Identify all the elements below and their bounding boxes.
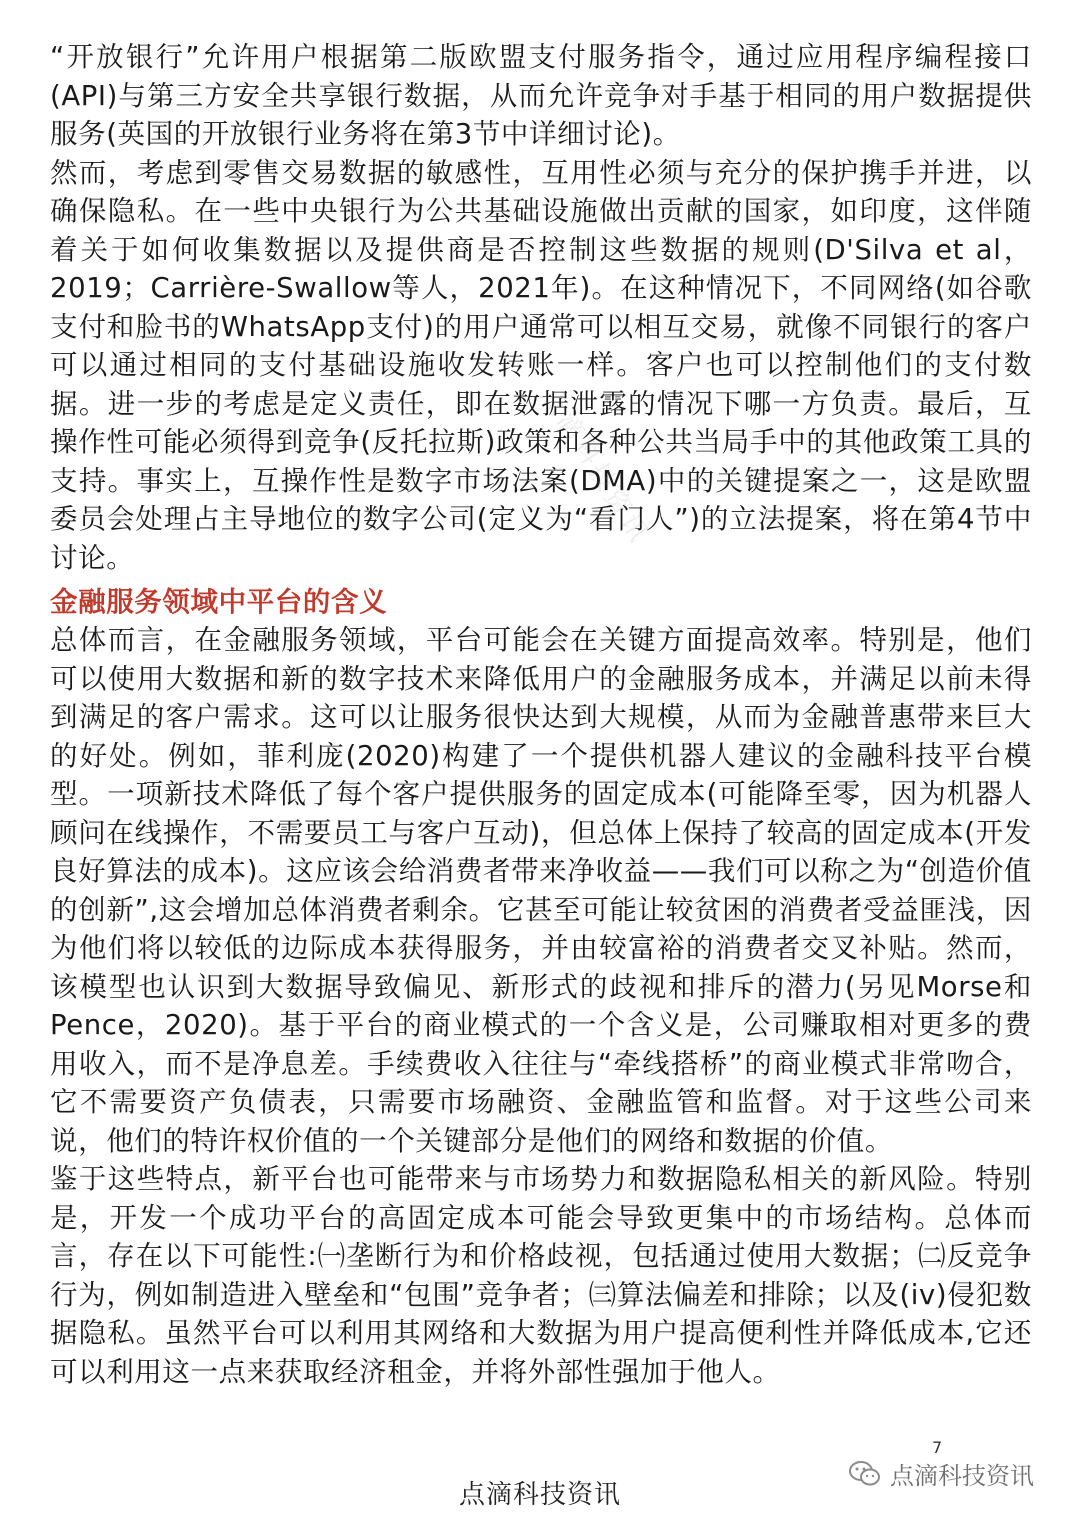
footer-title: 点滴科技资讯 [458, 1480, 621, 1510]
paragraph-platform-efficiency: 总体而言，在金融服务领域，平台可能会在关键方面提高效率。特别是，他们可以使用大数据和新的数字技术来降低用户的金融服务成本，并满足以前未得到满足的客户需求。这可以让服务很快达到大规模，从而为金融普惠带来巨大的好处。例如，菲利庞(2020)构建了一个提供机器人建议的金融科技平台模型。一项新技术降低了每个客户提供服务的固定成本(可能降至零，因为机器人顾问在线操作，不需要员工与客户互动)，但总体上保持了较高的固定成本(开发良好算法的成本)。这应该会给消费者带来净收益——我们可以称之为“创造价值的创新”,这会增加总体消费者剩余。它甚至可能让较贫困的消费者受益匪浅，因为他们将以较低的边际成本获得服务，并由较富裕的消费者交叉补贴。然而，该模型也认识到大数据导致偏见、新形式的歧视和排斥的潜力(另见Morse和Pence，2020)。基于平台的商业模式的一个含义是，公司赚取相对更多的费用收入，而不是净息差。手续费收入往往与“牵线搭桥”的商业模式非常吻合，它不需要资产负债表，只需要市场融资、金融监管和监督。对于这些公司来说，他们的特许权价值的一个关键部分是他们的网络和数据的价值。 [50, 624, 1032, 1157]
paragraph-interoperability: 然而，考虑到零售交易数据的敏感性，互用性必须与充分的保护携手并进，以确保隐私。在一些中央银行为公共基础设施做出贡献的国家，如印度，这伴随着关于如何收集数据以及提供商是否控制这些数据的规则(D'Silva et al，2019；Carrière-Swallow等人，2021年)。在这种情况下，不同网络(如谷歌支付和脸书的WhatsApp支付)的用户通常可以相互交易，就像不同银行的客户可以通过相同的支付基础设施收发转账一样。客户也可以控制他们的支付数据。进一步的考虑是定义责任，即在数据泄露的情况下哪一方负责。最后，互操作性可能必须得到竞争(反托拉斯)政策和各种公共当局手中的其他政策工具的支持。事实上，互操作性是数字市场法案(DMA)中的关键提案之一，这是欧盟委员会处理占主导地位的数字公司(定义为“看门人”)的立法提案，将在第4节中讨论。 [50, 156, 1032, 574]
page-number: 7 [932, 1438, 943, 1457]
document-body [50, 38, 1032, 1391]
section-heading: 金融服务领域中平台的含义 [50, 586, 388, 618]
watermark: 点滴科技资讯 [534, 381, 656, 551]
wechat-label: 点滴科技资讯 [890, 1462, 1034, 1490]
paragraph-platform-risks: 鉴于这些特点，新平台也可能带来与市场势力和数据隐私相关的新风险。特别是，开发一个成功平台的高固定成本可能会导致更集中的市场结构。总体而言，存在以下可能性:㈠垄断行为和价格歧视，包括通过使用大数据；㈡反竞争行为，例如制造进入壁垒和“包围”竞争者；㈢算法偏差和排除；以及(iv)侵犯数据隐私。虽然平台可以利用其网络和大数据为用户提高便利性并降低成本,它还可以利用这一点来获取经济租金，并将外部性强加于他人。 [50, 1163, 1032, 1388]
paragraph-open-banking: “开放银行”允许用户根据第二版欧盟支付服务指令，通过应用程序编程接口(API)与第三方安全共享银行数据，从而允许竞争对手基于相同的用户数据提供服务(英国的开放银行业务将在第3节中详细讨论)。 [50, 41, 1032, 150]
